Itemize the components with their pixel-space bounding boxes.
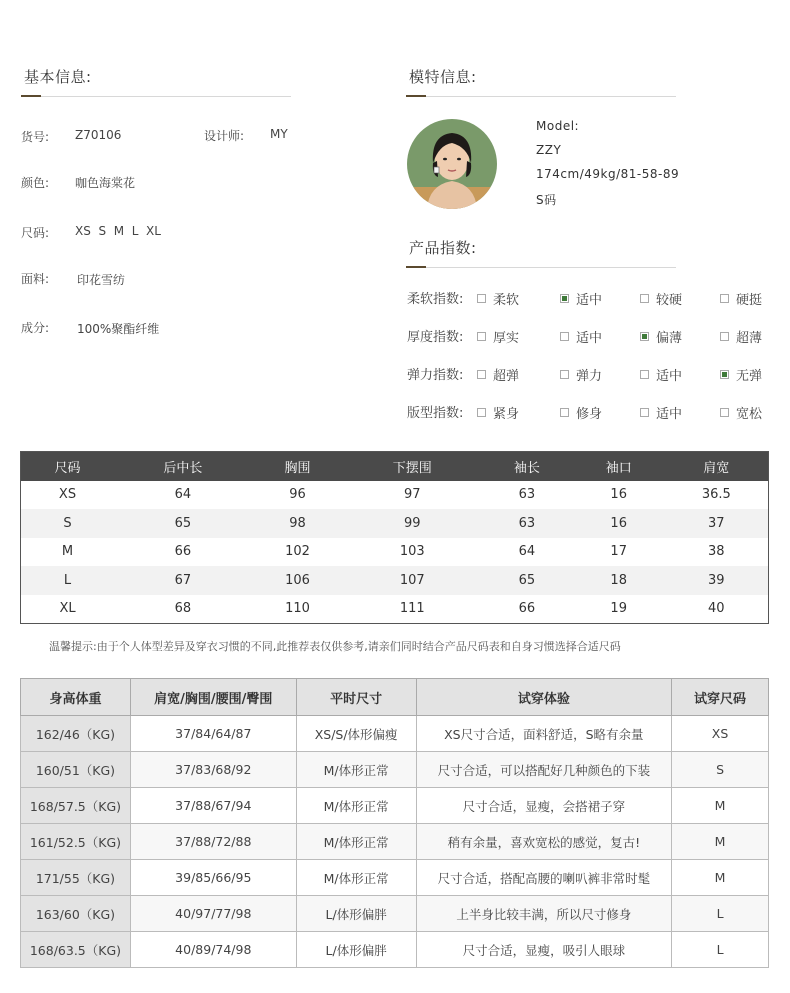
size-table-cell: 99	[343, 509, 481, 538]
index-option-label: 偏薄	[656, 331, 683, 346]
fitting-table-cell: 上半身比较丰满，所以尺寸修身	[416, 896, 672, 932]
size-table-header: 胸围	[252, 452, 344, 481]
fitting-table-cell: 40/89/74/98	[130, 932, 296, 968]
size-table-cell: 96	[289, 487, 306, 503]
model-measurements: 174cm/49kg/81-58-89	[536, 167, 680, 181]
size-table-cell: 66	[518, 601, 536, 617]
fitting-table-cell: 40/97/77/98	[130, 896, 296, 932]
size-table-cell: 40	[708, 601, 725, 617]
index-option	[720, 289, 762, 308]
composition-label: 成分:	[21, 321, 50, 335]
size-table-cell: 16	[573, 509, 665, 538]
size-table-cell: 37	[665, 509, 769, 538]
index-option	[640, 327, 682, 346]
empty-box-icon	[640, 370, 649, 379]
index-option-label: 适中	[576, 293, 603, 308]
index-option-label: 修身	[576, 407, 603, 422]
model-name: ZZY	[536, 143, 562, 157]
fitting-table-cell: XS/S/体形偏瘦	[296, 716, 416, 752]
fitting-table-cell: 37/83/68/92	[130, 752, 296, 788]
index-option-label: 超薄	[736, 331, 763, 346]
fitting-table-row	[21, 824, 769, 860]
index-option-label: 较硬	[656, 293, 683, 308]
empty-box-icon	[560, 370, 569, 379]
fabric-value: 印花雪纺	[77, 273, 126, 287]
fitting-table-cell: 尺寸合适，可以搭配好几种颜色的下装	[416, 752, 672, 788]
checked-box-icon	[720, 370, 729, 379]
fitting-table-cell: S	[672, 752, 769, 788]
size-table-cell: 18	[573, 566, 665, 595]
empty-box-icon	[640, 294, 649, 303]
fitting-table-cell: M	[672, 860, 769, 896]
index-option-label: 厚实	[493, 331, 520, 346]
size-table-cell: 103	[399, 544, 425, 560]
index-option	[560, 327, 602, 346]
fitting-table-cell: M/体形正常	[296, 824, 416, 860]
size-table-cell: 111	[399, 601, 425, 617]
index-row-label: 版型指数:	[407, 406, 464, 421]
fitting-table-cell: 尺寸合适，显瘦，会搭裙子穿	[416, 788, 672, 824]
index-option-label: 适中	[656, 407, 683, 422]
fitting-table-cell: 尺寸合适，搭配高腰的喇叭裤非常时髦	[416, 860, 672, 896]
size-table-header: 下摆围	[343, 452, 481, 481]
index-row-label: 弹力指数:	[407, 368, 464, 383]
empty-box-icon	[477, 408, 486, 417]
size-table-cell: 66	[174, 544, 192, 560]
fitting-table-cell: 168/63.5（KG)	[21, 932, 131, 968]
index-option	[477, 289, 519, 308]
empty-box-icon	[477, 294, 486, 303]
index-option-label: 紧身	[493, 407, 520, 422]
fitting-table-cell: 37/88/67/94	[130, 788, 296, 824]
size-table-cell: XS	[58, 487, 77, 503]
empty-box-icon	[720, 332, 729, 341]
index-option	[560, 365, 602, 384]
designer-label: 设计师:	[204, 129, 245, 143]
index-option-label: 宽松	[736, 407, 763, 422]
item-no-value: Z70106	[75, 128, 122, 142]
size-table-cell: M	[61, 544, 74, 560]
empty-box-icon	[720, 294, 729, 303]
fitting-table-cell: 160/51（KG)	[21, 752, 131, 788]
product-index-title: 产品指数:	[409, 239, 477, 257]
fitting-table-cell: XS尺寸合适，面料舒适，S略有余量	[416, 716, 672, 752]
size-table-cell: 63	[518, 487, 536, 503]
index-option	[640, 403, 682, 422]
fitting-table-row	[21, 752, 769, 788]
fitting-table-cell: 39/85/66/95	[130, 860, 296, 896]
designer-value: MY	[270, 127, 288, 141]
fitting-table-cell: 161/52.5（KG)	[21, 824, 131, 860]
empty-box-icon	[560, 408, 569, 417]
fitting-table-row	[21, 860, 769, 896]
fitting-table-cell: L	[672, 932, 769, 968]
empty-box-icon	[720, 408, 729, 417]
empty-box-icon	[477, 332, 486, 341]
index-option	[477, 403, 519, 422]
size-table-cell: 65	[481, 566, 573, 595]
index-option-label: 柔软	[493, 293, 520, 308]
index-option	[560, 289, 602, 308]
size-table-cell: 39	[665, 566, 769, 595]
index-option-label: 弹力	[576, 369, 603, 384]
fitting-table-cell: M/体形正常	[296, 860, 416, 896]
fitting-table-cell: L/体形偏胖	[296, 896, 416, 932]
fitting-table-cell: M/体形正常	[296, 752, 416, 788]
size-table-cell: 106	[252, 566, 344, 595]
index-option-label: 适中	[656, 369, 683, 384]
fitting-table-header: 肩宽/胸围/腰围/臀围	[130, 679, 296, 716]
size-table-cell: XL	[59, 601, 76, 617]
model-label: Model:	[536, 119, 580, 133]
fitting-table-row	[21, 896, 769, 932]
fitting-table-cell: L	[672, 896, 769, 932]
fitting-table-cell: L/体形偏胖	[296, 932, 416, 968]
size-table-cell: 68	[174, 601, 192, 617]
size-table-cell: 97	[403, 487, 421, 503]
size-table-row	[21, 566, 769, 595]
item-no-label: 货号:	[21, 130, 50, 144]
fitting-table-cell: 稍有余量，喜欢宽松的感觉，复古!	[416, 824, 672, 860]
composition-value: 100%聚酯纤维	[77, 322, 160, 336]
fitting-table-row	[21, 788, 769, 824]
product-index-divider	[406, 267, 676, 268]
size-table-header: 袖口	[573, 452, 665, 481]
color-value: 咖色海棠花	[75, 176, 136, 190]
index-row-label: 柔软指数:	[407, 292, 464, 307]
basic-info-divider	[21, 96, 291, 97]
size-table-cell: L	[21, 566, 115, 595]
size-table-header: 后中长	[114, 452, 252, 481]
index-option	[640, 365, 682, 384]
checked-box-icon	[640, 332, 649, 341]
index-option	[477, 327, 519, 346]
size-table-cell: 65	[114, 509, 252, 538]
size-table-cell: S	[21, 509, 115, 538]
size-table-row	[21, 538, 769, 567]
fitting-table-cell: 37/88/72/88	[130, 824, 296, 860]
model-size: S码	[536, 193, 557, 207]
fitting-table-cell: 37/84/64/87	[130, 716, 296, 752]
size-table-cell: 63	[481, 509, 573, 538]
size-table-header: 肩宽	[665, 452, 769, 481]
fitting-table-cell: M	[672, 824, 769, 860]
index-option	[640, 289, 682, 308]
size-table-header: 尺码	[21, 452, 115, 481]
size-table-cell: 110	[285, 601, 310, 617]
size-table-row	[21, 509, 769, 538]
fitting-table-header: 试穿体验	[416, 679, 672, 716]
size-table-cell: 16	[610, 487, 627, 503]
index-option	[720, 403, 762, 422]
size-value: XS S M L XL	[75, 224, 161, 238]
fitting-table-header: 身高体重	[21, 679, 131, 716]
fitting-table-cell: XS	[672, 716, 769, 752]
checked-box-icon	[560, 294, 569, 303]
size-table-cell: 98	[252, 509, 344, 538]
index-row-label: 厚度指数:	[407, 330, 464, 345]
model-avatar	[407, 119, 497, 209]
empty-box-icon	[477, 370, 486, 379]
size-table-cell: 38	[708, 544, 725, 560]
model-info-title: 模特信息:	[409, 68, 477, 86]
size-table-cell: 67	[114, 566, 252, 595]
fitting-table-row	[21, 716, 769, 752]
fabric-label: 面料:	[21, 272, 50, 286]
fitting-experience-table	[20, 678, 769, 968]
empty-box-icon	[560, 332, 569, 341]
size-table-cell: 102	[285, 544, 310, 560]
size-table-cell: 64	[174, 487, 192, 503]
size-label: 尺码:	[21, 226, 50, 240]
size-table-row	[21, 481, 769, 510]
size-table-cell: 107	[343, 566, 481, 595]
index-option	[720, 365, 762, 384]
fitting-table-cell: M	[672, 788, 769, 824]
size-chart-table	[20, 451, 769, 624]
color-label: 颜色:	[21, 176, 50, 190]
fitting-table-cell: 163/60（KG)	[21, 896, 131, 932]
index-option	[720, 327, 762, 346]
size-table-cell: 36.5	[701, 487, 731, 503]
basic-info-title: 基本信息:	[24, 68, 92, 86]
model-info-divider	[406, 96, 676, 97]
size-table-cell: 17	[610, 544, 627, 560]
index-option-label: 无弹	[736, 369, 763, 384]
index-option-label: 硬挺	[736, 293, 763, 308]
fitting-table-cell: 168/57.5（KG)	[21, 788, 131, 824]
empty-box-icon	[640, 408, 649, 417]
size-table-cell: 64	[518, 544, 536, 560]
fitting-table-header: 试穿尺码	[672, 679, 769, 716]
size-table-cell: 19	[610, 601, 627, 617]
index-option-label: 适中	[576, 331, 603, 346]
fitting-table-cell: M/体形正常	[296, 788, 416, 824]
fitting-table-cell: 尺寸合适，显瘦，吸引人眼球	[416, 932, 672, 968]
size-tip: 温馨提示:由于个人体型差异及穿衣习惯的不同,此推荐表仅供参考,请亲们同时结合产品尺码表和自身习惯选择合适尺码	[49, 640, 621, 653]
size-table-row	[21, 595, 769, 624]
fitting-table-header: 平时尺寸	[296, 679, 416, 716]
fitting-table-cell: 162/46（KG)	[21, 716, 131, 752]
index-option	[477, 365, 519, 384]
index-option	[560, 403, 602, 422]
fitting-table-row	[21, 932, 769, 968]
index-option-label: 超弹	[493, 369, 520, 384]
fitting-table-cell: 171/55（KG)	[21, 860, 131, 896]
size-table-header: 袖长	[481, 452, 573, 481]
